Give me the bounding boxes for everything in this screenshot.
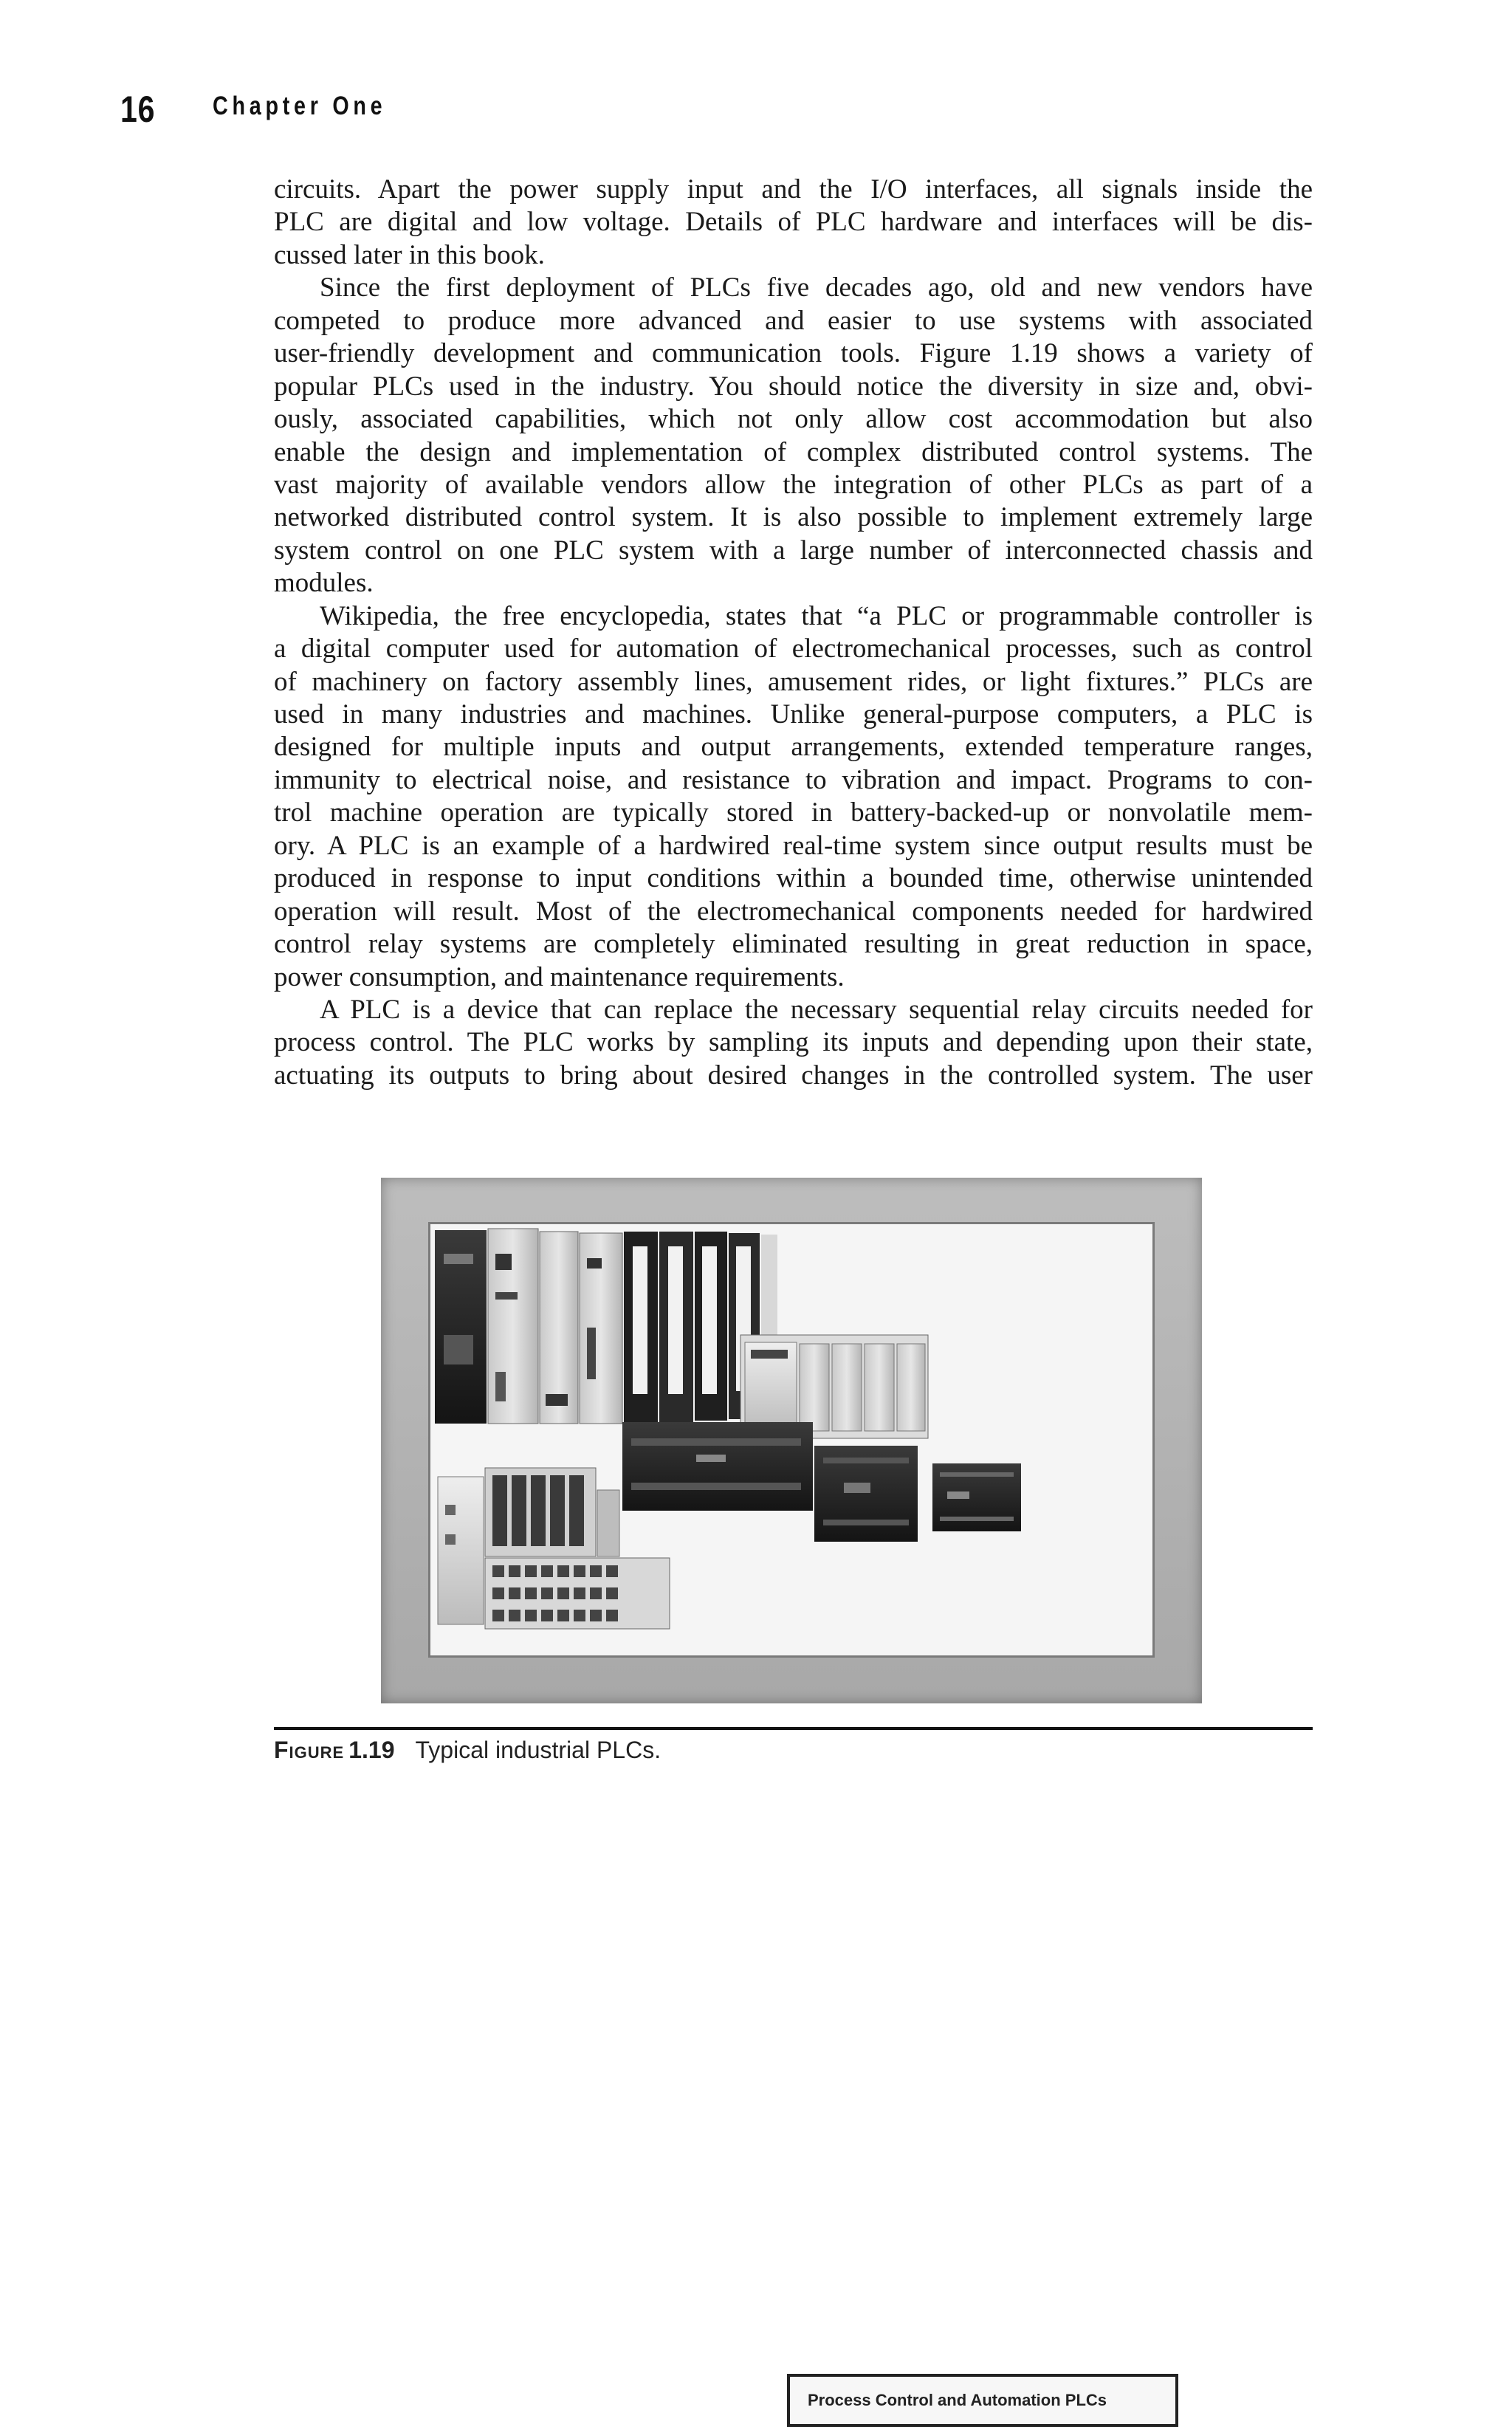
text-line: of machinery on factory assembly lines, amusement rides, or light fixtures.” PLCs are (274, 666, 1313, 697)
text-line: popular PLCs used in the industry. You should notice the diversity in size and, obvi- (274, 371, 1313, 402)
text-line: produced in response to input conditions within a bounded time, otherwise unintended (274, 863, 1313, 894)
compact-plc (622, 1422, 813, 1511)
small-plc (814, 1446, 918, 1542)
text-line: competed to produce more advanced and easier to use systems with associated (274, 305, 1313, 336)
body-text (274, 174, 1313, 1092)
figure-caption-label: Figure (274, 1737, 345, 1763)
text-line: designed for multiple inputs and output arrangements, extended temperature ranges, (274, 732, 1313, 763)
text-line: actuating its outputs to bring about desired changes in the controlled system. The user (274, 1060, 1313, 1091)
running-head (120, 80, 387, 139)
text-line: immunity to electrical noise, and resistance to vibration and impact. Programs to con- (274, 764, 1313, 795)
text-line: a digital computer used for automation of electromechanical processes, such as control (274, 634, 1313, 665)
text-line: ously, associated capabilities, which not only allow cost accommodation but also (274, 404, 1313, 435)
text-line: cussed later in this book. (274, 239, 545, 270)
text-line: networked distributed control system. It is also possible to implement extremely large (274, 502, 1313, 533)
plc-illustration (430, 1224, 1152, 1655)
paragraph (274, 600, 1313, 994)
caption-rule (274, 1727, 1313, 1730)
figure-inset-label: Process Control and Automation PLCs (787, 2374, 1178, 2427)
rack-plc (435, 1229, 777, 1424)
text-line: Since the first deployment of PLCs five decades ago, old and new vendors have (320, 272, 1313, 303)
chapter-title: Chapter One (213, 92, 387, 120)
paragraph (274, 994, 1313, 1092)
text-line: modules. (274, 568, 374, 599)
paragraph (274, 174, 1313, 272)
figure-caption-text: Typical industrial PLCs. (415, 1737, 662, 1763)
text-line: system control on one PLC system with a large number of interconnected chassis and (274, 535, 1313, 566)
micro-plc (932, 1463, 1021, 1531)
text-line: used in many industries and machines. Unlike general-purpose computers, a PLC is (274, 699, 1313, 730)
text-line: control relay systems are completely eliminated resulting in great reduction in space, (274, 929, 1313, 960)
text-line: operation will result. Most of the electromechanical components needed for hardwired (274, 896, 1313, 927)
text-line: ory. A PLC is an example of a hardwired real-time system since output results must be (274, 830, 1313, 861)
text-line: circuits. Apart the power supply input and the I/O interfaces, all signals inside the (274, 174, 1313, 205)
text-line: Wikipedia, the free encyclopedia, states that “a PLC or programmable controller is (320, 600, 1313, 631)
text-line: enable the design and implementation of complex distributed control systems. The (274, 436, 1313, 467)
figure-caption (274, 1737, 661, 1764)
text-line: PLC are digital and low voltage. Details of PLC hardware and interfaces will be dis- (274, 207, 1313, 238)
text-line: user-friendly development and communication tools. Figure 1.19 shows a variety of (274, 338, 1313, 369)
text-line: A PLC is a device that can replace the necessary sequential relay circuits needed for (320, 994, 1313, 1025)
figure-caption-number: 1.19 (348, 1737, 395, 1763)
paragraph (274, 272, 1313, 600)
page-number: 16 (120, 89, 156, 130)
text-line: process control. The PLC works by sampling its inputs and depending upon their state, (274, 1027, 1313, 1058)
text-line: trol machine operation are typically stored in battery-backed-up or nonvolatile mem- (274, 797, 1313, 828)
text-line: power consumption, and maintenance requirements. (274, 961, 845, 992)
text-line: vast majority of available vendors allow the integration of other PLCs as part of a (274, 469, 1313, 500)
